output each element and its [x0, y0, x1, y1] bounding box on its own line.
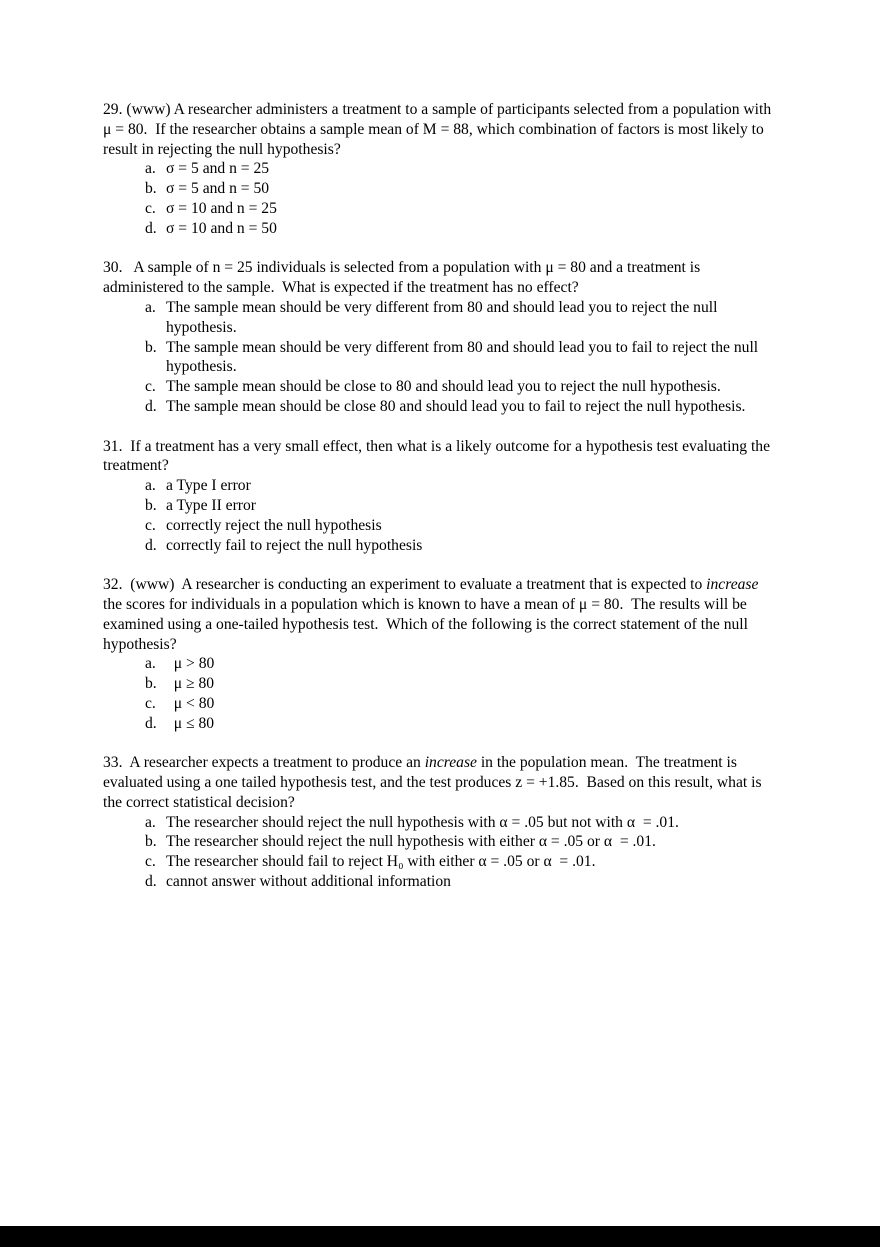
option-letter: c. [145, 199, 156, 217]
option-text: μ > 80 [166, 655, 215, 673]
option-letter: b. [145, 180, 157, 198]
answer-option [103, 298, 779, 338]
answer-option [103, 694, 779, 714]
answer-option [103, 496, 779, 516]
option-text: The researcher should reject the null hypothesis with α = .05 but not with α = .01. [166, 813, 679, 831]
bottom-bar [0, 1226, 880, 1247]
option-letter: a. [145, 160, 156, 178]
answer-option [103, 397, 779, 417]
option-text: a Type II error [166, 496, 256, 514]
answer-option [103, 179, 779, 199]
answer-option [103, 476, 779, 496]
option-text: The sample mean should be very different from 80 and should lead you to fail to reject the null hypothesis. [166, 338, 763, 376]
stem-italic-segment: increase [424, 754, 477, 772]
options-list [103, 654, 779, 733]
answer-option [103, 813, 779, 833]
stem-segment: 31. If a treatment has a very small effect, then what is a likely outcome for a hypothesis test evaluating the treatment? [103, 437, 774, 475]
options-list [103, 159, 779, 238]
answer-option [103, 832, 779, 852]
option-text: μ < 80 [166, 694, 215, 712]
option-text: The sample mean should be close to 80 and should lead you to reject the null hypothesis. [166, 378, 721, 396]
question-block-33 [103, 753, 779, 892]
answer-option [103, 516, 779, 536]
question-stem [103, 258, 779, 298]
option-text: σ = 10 and n = 25 [166, 199, 277, 217]
option-text: μ ≤ 80 [166, 714, 215, 732]
option-text: μ ≥ 80 [166, 675, 215, 693]
option-text: a Type I error [166, 477, 251, 495]
option-text: cannot answer without additional information [166, 873, 451, 891]
option-text: correctly fail to reject the null hypothesis [166, 536, 423, 554]
answer-option [103, 852, 779, 872]
question-stem [103, 753, 779, 812]
answer-option [103, 654, 779, 674]
option-letter: d. [145, 536, 157, 554]
answer-option [103, 674, 779, 694]
stem-segment: 32. (www) A researcher is conducting an experiment to evaluate a treatment that is expected to [103, 576, 707, 594]
option-letter: d. [145, 873, 157, 891]
option-letter: a. [145, 298, 156, 316]
option-letter: a. [145, 477, 156, 495]
answer-option [103, 159, 779, 179]
option-text: σ = 5 and n = 50 [166, 180, 270, 198]
answer-option [103, 338, 779, 378]
answer-option [103, 536, 779, 556]
option-letter: d. [145, 219, 157, 237]
option-letter: c. [145, 694, 156, 712]
option-letter: d. [145, 714, 157, 732]
option-letter: a. [145, 813, 156, 831]
question-block-31 [103, 437, 779, 556]
question-block-29 [103, 100, 779, 239]
option-text: σ = 5 and n = 25 [166, 160, 270, 178]
option-text: The sample mean should be close 80 and should lead you to fail to reject the null hypothesis. [166, 397, 746, 415]
stem-segment: the scores for individuals in a population which is known to have a mean of μ = 80. The results will be examined using a one-tailed hypothesis test. Which of the following is the correct statement of the null hypothesis? [103, 576, 763, 653]
option-text: The researcher should fail to reject H₀ with either α = .05 or α = .01. [166, 853, 596, 871]
options-list [103, 813, 779, 892]
option-letter: c. [145, 853, 156, 871]
option-letter: d. [145, 397, 157, 415]
option-text: The researcher should reject the null hypothesis with either α = .05 or α = .01. [166, 833, 656, 851]
question-block-32 [103, 575, 779, 733]
stem-segment: 29. (www) A researcher administers a treatment to a sample of participants selected from a population with μ = 80. If the researcher obtains a sample mean of M = 88, which combination of factors is most likely to result in rejecting the null hypothesis? [103, 101, 776, 158]
option-letter: c. [145, 516, 156, 534]
option-letter: b. [145, 833, 157, 851]
stem-segment: 33. A researcher expects a treatment to produce an [103, 754, 425, 772]
option-letter: a. [145, 655, 156, 673]
answer-option [103, 872, 779, 892]
question-stem [103, 100, 779, 159]
question-stem [103, 437, 779, 477]
answer-option [103, 219, 779, 239]
option-letter: b. [145, 338, 157, 356]
options-list [103, 476, 779, 555]
option-letter: b. [145, 675, 157, 693]
answer-option [103, 714, 779, 734]
option-letter: b. [145, 496, 157, 514]
questions-list [103, 100, 779, 892]
question-block-30 [103, 258, 779, 416]
answer-option [103, 377, 779, 397]
question-stem [103, 575, 779, 654]
option-text: The sample mean should be very different from 80 and should lead you to reject the null hypothesis. [166, 298, 722, 336]
option-text: correctly reject the null hypothesis [166, 516, 382, 534]
stem-segment: 30. A sample of n = 25 individuals is selected from a population with μ = 80 and a treatment is administered to the sample. What is expected if the treatment has no effect? [103, 259, 705, 297]
stem-italic-segment: increase [706, 576, 759, 594]
option-letter: c. [145, 378, 156, 396]
option-text: σ = 10 and n = 50 [166, 219, 277, 237]
options-list [103, 298, 779, 417]
answer-option [103, 199, 779, 219]
stem-segment: in the population mean. The treatment is evaluated using a one tailed hypothesis test, and the test produces z = +1.85. Based on this result, what is the correct statistical decision? [103, 754, 766, 811]
